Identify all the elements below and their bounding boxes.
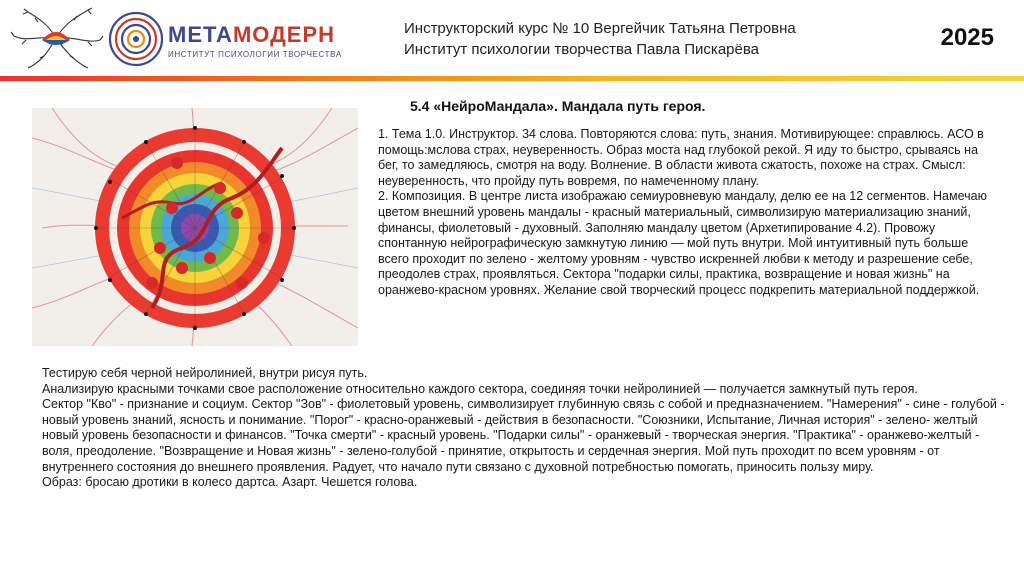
mandala-drawing-image [32, 108, 358, 346]
bottom-line-3: Сектор "Кво" - признание и социум. Сектор "Зов" - фиолетовый уровень, символизирует глубинную связь с собой и предназначением. "Намерения" - сине - голубой - новый уровень знаний, ясность и понимание. "Порог" - красно-оранжевый - действия в безопасности. "Союзники, Испытание, Личная история" - зелено- желтый новый уровень безопасности и финансов. "Точка смерти" - красный уровень. "Подарки силы" - оранжевый - творческая энергия. "Практика" - оранжево-желтый - воля, преодоление. "Возвращение и Новая жизнь" - зелено-голубой - принятие, открытость и сердечная энергия. Мой путь проходит по всем уровням - от внутреннего состояния до внешнего проявления. Радует, что начало пути связано с духовной потребностью помогать, приносить пользу миру. [42, 397, 1005, 474]
slide-header [0, 0, 1024, 78]
description-bottom [42, 366, 1010, 491]
brand-name-part2: МОДЕРН [232, 22, 336, 47]
brand-subtitle: ИНСТИТУТ ПСИХОЛОГИИ ТВОРЧЕСТВА [168, 50, 342, 59]
description-right [378, 127, 1000, 299]
bottom-line-2: Анализирую красными точками свое расположение относительно каждого сектора, соединяя точки нейролинией — получается замкнутый путь героя. [42, 381, 918, 396]
brand-block [168, 22, 342, 59]
slide-title: 5.4 «НейроМандала». Мандала путь героя. [410, 98, 706, 114]
school-logo-icon [8, 6, 104, 70]
bottom-line-1: Тестирую себя черной нейролинией, внутри рисуя путь. [42, 366, 368, 380]
paragraph-composition: 2. Композиция. В центре листа изображаю семиуровневую мандалу, делю ее на 12 сегментов. Намечаю цветом внешний уровень мандалы - красный материальный, символизирую материализацию знаний, финансы, фиолетовый - духовный. Заполняю мандалу цветом (Архетипирование 4.2). Провожу спонтанную нейрографическую замкнутую линию — мой путь внутри. Мой интуитивный путь больше всего проходит по зелено - желтому уровням - чувство искренней любви к методу и разрешение себе, преодолев страх, проявляться. Сектора "подарки силы, практика, возвращение и новая жизнь" на оранжево-красном уровнях. Желание свой творческий процесс подкрепить материальной поддержкой. [378, 189, 987, 297]
course-line-1: Инструкторский курс № 10 Вергейчик Татьяна Петровна [404, 20, 796, 37]
brand-name-part1: МЕТА [168, 22, 233, 47]
year-label: 2025 [940, 24, 994, 51]
brand-name [168, 22, 342, 48]
course-info [404, 18, 796, 60]
bottom-line-4: Образ: бросаю дротики в колесо дартса. Азарт. Чешется голова. [42, 475, 418, 490]
course-line-2: Институт психологии творчества Павла Пискарёва [404, 41, 759, 58]
metamodern-logo-icon [106, 10, 166, 68]
header-divider [0, 76, 1024, 81]
paragraph-theme: 1. Тема 1.0. Инструктор. 34 слова. Повторяются слова: путь, знания. Мотивирующее: справлюсь. АСО в помощь:мслова страх, неуверенность. Образ моста над глубокой рекой. Я иду то быстро, срываясь на бег, то замедляюсь, смотря на воду. Волнение. В области живота сжатость, похоже на страх. Смысл: неуверенность, что пройду путь вовремя, по намеченному плану. [378, 127, 984, 188]
